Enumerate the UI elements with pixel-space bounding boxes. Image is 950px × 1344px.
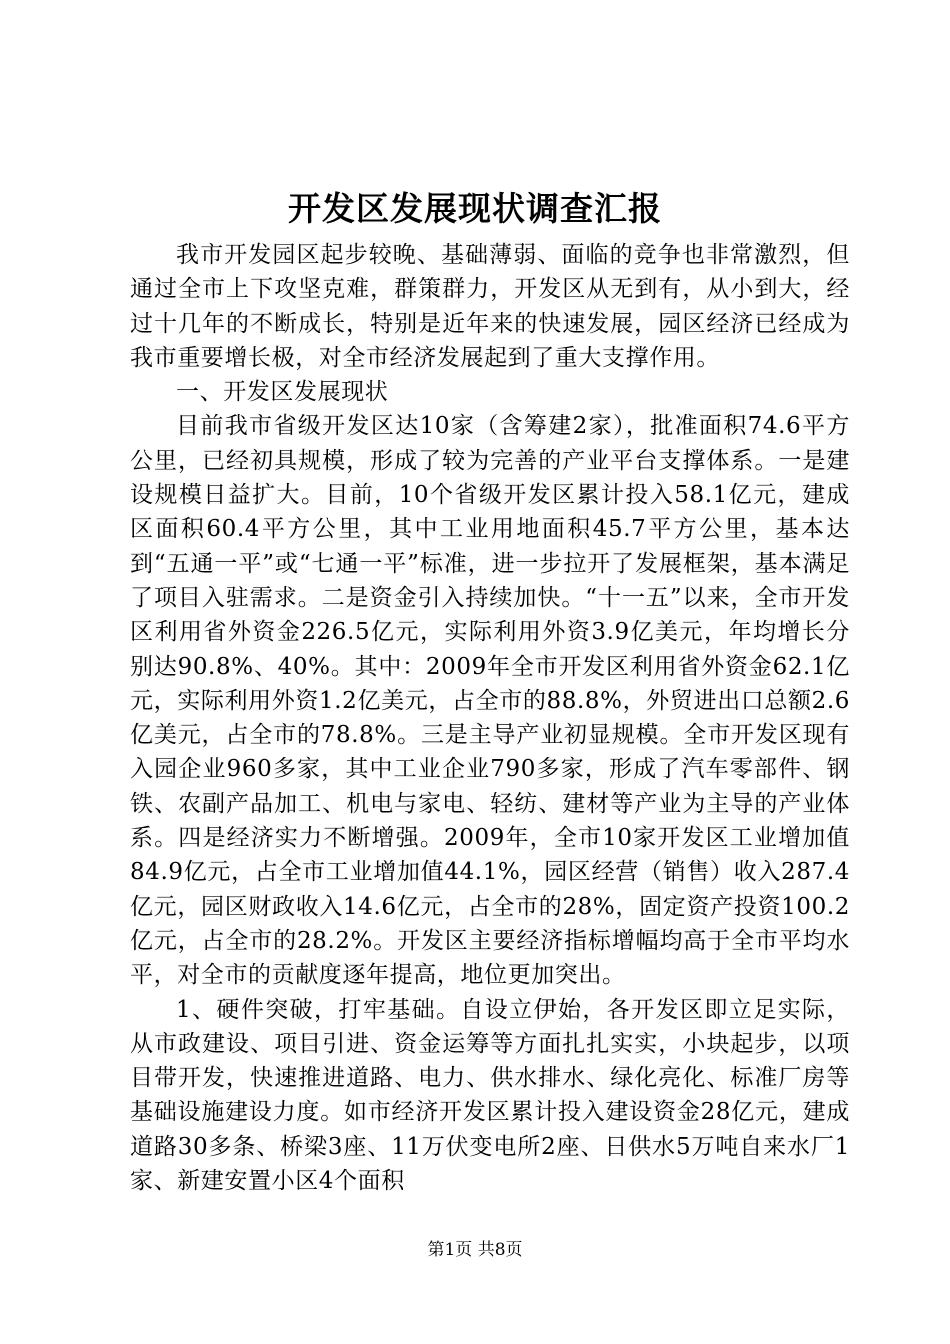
document-title: 开发区发展现状调查汇报 <box>288 189 662 228</box>
status-paragraph: 目前我市省级开发区达10家（含筹建2家），批准面积74.6平方公里，已经初具规模，形成了较为完善的产业平台支撑体系。一是建设规模日益扩大。目前，10个省级开发区累计投入58.1亿元，建成区面积60.4平方公里，其中工业用地面积45.7平方公里，基本达到“五通一平”或“七通一平”标准，进一步拉开了发展框架，基本满足了项目入驻需求。二是资金引入持续加快。“十一五”以来，全市开发区利用省外资金226.5亿元，实际利用外资3.9亿美元，年均增长分别达90.8%、40%。其中：2009年全市开发区利用省外资金62.1亿元，实际利用外资1.2亿美元，占全市的88.8%，外贸进出口总额2.6亿美元，占全市的78.8%。三是主导产业初显规模。全市开发区现有入园企业960多家，其中工业企业790多家，形成了汽车零部件、钢铁、农副产品加工、机电与家电、轻纺、建材等产业为主导的产业体系。四是经济实力不断增强。2009年，全市10家开发区工业增加值84.9亿元，占全市工业增加值44.1%，园区经营（销售）收入287.4亿元，园区财政收入14.6亿元，占全市的28%，固定资产投资100.2亿元，占全市的28.2%。开发区主要经济指标增幅均高于全市平均水平，对全市的贡献度逐年提高，地位更加突出。 <box>130 413 850 989</box>
document-body <box>130 238 850 1198</box>
section-heading: 一、开发区发展现状 <box>176 379 389 406</box>
page-footer: 第1页 共8页 <box>427 1240 523 1260</box>
hardware-paragraph: 1、硬件突破，打牢基础。自设立伊始，各开发区即立足实际，从市政建设、项目引进、资金运筹等方面扎扎实实，小块起步，以项目带开发，快速推进道路、电力、供水排水、绿化亮化、标准厂房等基础设施建设力度。如市经济开发区累计投入建设资金28亿元，建成道路30多条、桥梁3座、11万伏变电所2座、日供水5万吨自来水厂1家、新建安置小区4个面积 <box>130 996 850 1195</box>
intro-paragraph: 我市开发园区起步较晚、基础薄弱、面临的竞争也非常激烈，但通过全市上下攻坚克难，群策群力，开发区从无到有，从小到大，经过十几年的不断成长，特别是近年来的快速发展，园区经济已经成为我市重要增长极，对全市经济发展起到了重大支撑作用。 <box>130 242 850 371</box>
